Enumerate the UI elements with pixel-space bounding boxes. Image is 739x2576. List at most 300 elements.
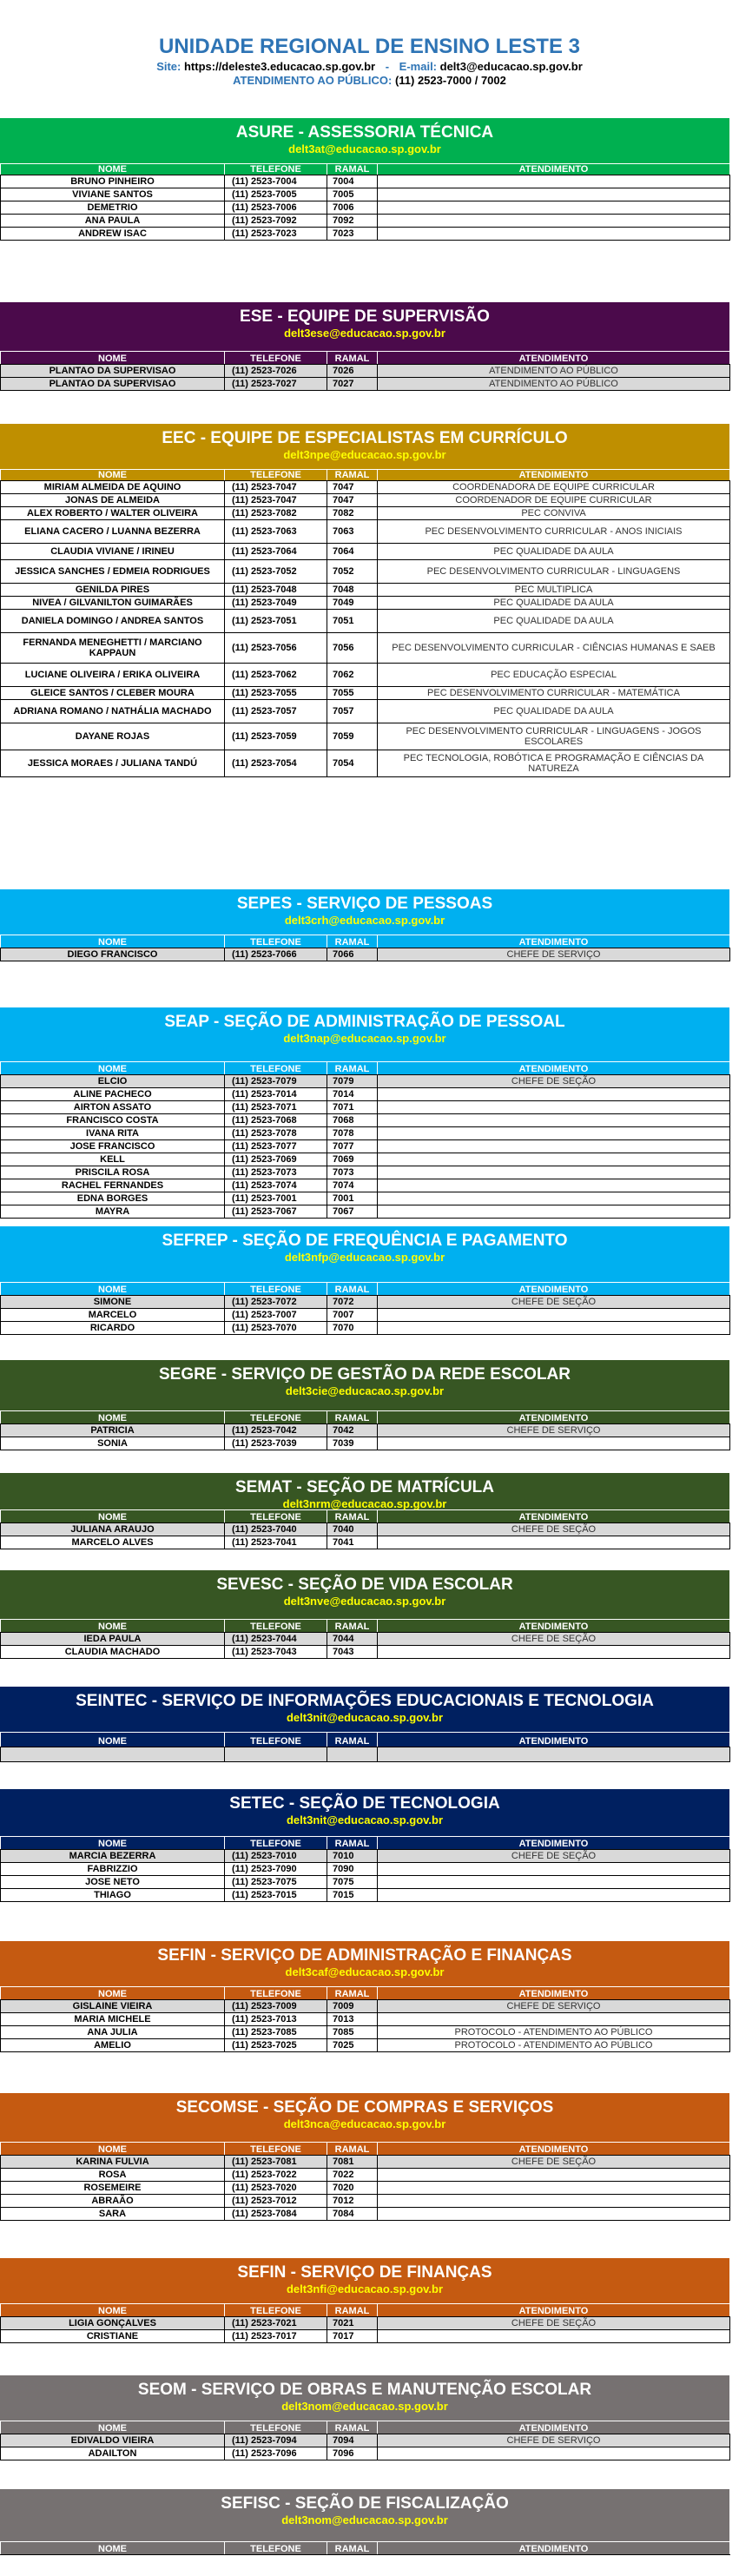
table-row bbox=[1, 560, 730, 584]
table-row bbox=[1, 1322, 730, 1335]
cell-telefone: (11) 2523-7043 bbox=[225, 1646, 327, 1659]
contacts-table bbox=[0, 2142, 730, 2221]
cell-telefone: (11) 2523-7068 bbox=[225, 1114, 327, 1127]
cell-nome: CRISTIANE bbox=[1, 2330, 225, 2343]
cell-nome: RICARDO bbox=[1, 1322, 225, 1335]
cell-atendimento bbox=[378, 1140, 730, 1153]
cell-nome: FRANCISCO COSTA bbox=[1, 1114, 225, 1127]
section-email[interactable]: delt3nom@educacao.sp.gov.br bbox=[281, 2513, 448, 2526]
table-row bbox=[1, 494, 730, 507]
column-header-telefone: TELEFONE bbox=[225, 164, 327, 175]
table-header-row bbox=[1, 1733, 730, 1747]
cell-atendimento bbox=[378, 2208, 730, 2221]
table-row bbox=[1, 507, 730, 520]
cell-telefone: (11) 2523-7069 bbox=[225, 1153, 327, 1166]
section-email[interactable]: delt3ese@educacao.sp.gov.br bbox=[284, 327, 445, 340]
cell-atendimento: PEC DESENVOLVIMENTO CURRICULAR - MATEMÁTICA bbox=[378, 687, 730, 700]
cell-ramal: 7092 bbox=[327, 215, 378, 228]
cell-atendimento bbox=[378, 1437, 730, 1450]
section-banner bbox=[0, 1360, 729, 1410]
cell-telefone: (11) 2523-7084 bbox=[225, 2208, 327, 2221]
cell-telefone: (11) 2523-7005 bbox=[225, 188, 327, 201]
column-header-nome: NOME bbox=[1, 935, 225, 948]
contact-line bbox=[0, 59, 739, 74]
table-row bbox=[1, 948, 730, 961]
section-title: SEOM - SERVIÇO DE OBRAS E MANUTENÇÃO ESCOLAR bbox=[137, 2381, 592, 2399]
section bbox=[0, 1007, 729, 1219]
cell-nome: SARA bbox=[1, 2208, 225, 2221]
cell-nome: SONIA bbox=[1, 1437, 225, 1450]
cell-telefone bbox=[225, 1747, 327, 1762]
cell-telefone: (11) 2523-7064 bbox=[225, 544, 327, 560]
cell-nome: VIVIANE SANTOS bbox=[1, 188, 225, 201]
cell-atendimento: PROTOCOLO - ATENDIMENTO AO PÚBLICO bbox=[378, 2039, 730, 2052]
table-row bbox=[1, 1153, 730, 1166]
cell-telefone: (11) 2523-7041 bbox=[225, 1536, 327, 1549]
cell-atendimento bbox=[378, 175, 730, 188]
column-header-ramal: RAMAL bbox=[327, 164, 378, 175]
section-title: SEMAT - SEÇÃO DE MATRÍCULA bbox=[234, 1478, 494, 1496]
contacts-table bbox=[0, 1509, 730, 1549]
cell-telefone: (11) 2523-7081 bbox=[225, 2156, 327, 2169]
table-row bbox=[1, 1088, 730, 1101]
section-email[interactable]: delt3nfp@educacao.sp.gov.br bbox=[284, 1251, 445, 1264]
column-header-nome: NOME bbox=[1, 1283, 225, 1296]
cell-telefone: (11) 2523-7071 bbox=[225, 1101, 327, 1114]
cell-nome: BRUNO PINHEIRO bbox=[1, 175, 225, 188]
cell-atendimento: PEC DESENVOLVIMENTO CURRICULAR - LINGUAGENS bbox=[378, 560, 730, 584]
column-header-telefone: TELEFONE bbox=[225, 1837, 327, 1850]
cell-nome: FABRIZZIO bbox=[1, 1863, 225, 1876]
table-row bbox=[1, 1747, 730, 1762]
table-row bbox=[1, 1114, 730, 1127]
section bbox=[0, 1360, 729, 1450]
email-label: E-mail: bbox=[399, 60, 438, 73]
column-header-atendimento: ATENDIMENTO bbox=[378, 164, 730, 175]
cell-atendimento: CHEFE DE SEÇÃO bbox=[378, 1850, 730, 1863]
section-title: ESE - EQUIPE DE SUPERVISÃO bbox=[240, 307, 490, 326]
cell-atendimento bbox=[378, 1322, 730, 1335]
table-header-row bbox=[1, 2421, 730, 2434]
cell-ramal: 7005 bbox=[327, 188, 378, 201]
table-row bbox=[1, 2182, 730, 2195]
cell-atendimento bbox=[378, 201, 730, 215]
section bbox=[0, 1941, 729, 2052]
cell-nome: ABRAÃO bbox=[1, 2195, 225, 2208]
column-header-telefone: TELEFONE bbox=[225, 1510, 327, 1523]
cell-ramal: 7079 bbox=[327, 1075, 378, 1088]
column-header-nome: NOME bbox=[1, 164, 225, 175]
table-header-row bbox=[1, 1987, 730, 2000]
section-email[interactable]: delt3crh@educacao.sp.gov.br bbox=[284, 914, 445, 927]
cell-telefone: (11) 2523-7004 bbox=[225, 175, 327, 188]
cell-atendimento bbox=[378, 2330, 730, 2343]
section-title: SEFREP - SEÇÃO DE FREQUÊNCIA E PAGAMENTO bbox=[162, 1232, 568, 1250]
cell-nome: GLEICE SANTOS / CLEBER MOURA bbox=[1, 687, 225, 700]
table-row bbox=[1, 633, 730, 664]
cell-telefone: (11) 2523-7047 bbox=[225, 481, 327, 494]
table-row bbox=[1, 1075, 730, 1088]
column-header-ramal: RAMAL bbox=[327, 1733, 378, 1747]
cell-nome: JOSE FRANCISCO bbox=[1, 1140, 225, 1153]
cell-atendimento: PEC QUALIDADE DA AULA bbox=[378, 700, 730, 723]
cell-telefone: (11) 2523-7090 bbox=[225, 1863, 327, 1876]
contacts-table bbox=[0, 935, 730, 961]
table-header-row bbox=[1, 1411, 730, 1424]
section-title: SEFIN - SERVIÇO DE FINANÇAS bbox=[237, 2263, 492, 2282]
cell-nome: ROSA bbox=[1, 2169, 225, 2182]
cell-atendimento: CHEFE DE SEÇÃO bbox=[378, 1523, 730, 1536]
cell-telefone: (11) 2523-7044 bbox=[225, 1633, 327, 1646]
cell-nome: ALEX ROBERTO / WALTER OLIVEIRA bbox=[1, 507, 225, 520]
section-email[interactable]: delt3nve@educacao.sp.gov.br bbox=[283, 1595, 446, 1608]
section-email[interactable]: delt3caf@educacao.sp.gov.br bbox=[285, 1965, 445, 1978]
cell-ramal: 7047 bbox=[327, 494, 378, 507]
cell-telefone: (11) 2523-7020 bbox=[225, 2182, 327, 2195]
cell-telefone: (11) 2523-7049 bbox=[225, 597, 327, 610]
column-header-nome: NOME bbox=[1, 1837, 225, 1850]
cell-ramal: 7001 bbox=[327, 1192, 378, 1205]
cell-nome: ELCIO bbox=[1, 1075, 225, 1088]
section-title: SEAP - SEÇÃO DE ADMINISTRAÇÃO DE PESSOAL bbox=[164, 1013, 565, 1031]
column-header-atendimento: ATENDIMENTO bbox=[378, 1620, 730, 1633]
table-row bbox=[1, 1850, 730, 1863]
cell-nome: ANDREW ISAC bbox=[1, 228, 225, 241]
cell-atendimento: CHEFE DE SERVIÇO bbox=[378, 2434, 730, 2447]
cell-atendimento bbox=[378, 1205, 730, 1219]
cell-atendimento bbox=[378, 1863, 730, 1876]
table-row bbox=[1, 1863, 730, 1876]
site-label: Site: bbox=[156, 60, 181, 73]
cell-ramal: 7009 bbox=[327, 2000, 378, 2013]
section-banner bbox=[0, 1473, 729, 1509]
section-banner bbox=[0, 889, 729, 935]
section bbox=[0, 302, 729, 391]
cell-atendimento: CHEFE DE SERVIÇO bbox=[378, 948, 730, 961]
cell-telefone: (11) 2523-7012 bbox=[225, 2195, 327, 2208]
cell-nome: IVANA RITA bbox=[1, 1127, 225, 1140]
column-header-nome: NOME bbox=[1, 2304, 225, 2317]
table-row bbox=[1, 201, 730, 215]
section-email[interactable]: delt3npe@educacao.sp.gov.br bbox=[283, 448, 446, 461]
section bbox=[0, 1687, 729, 1762]
cell-telefone: (11) 2523-7054 bbox=[225, 750, 327, 777]
cell-ramal: 7027 bbox=[327, 378, 378, 391]
column-header-atendimento: ATENDIMENTO bbox=[378, 935, 730, 948]
section-email[interactable]: delt3nap@educacao.sp.gov.br bbox=[283, 1032, 446, 1045]
cell-ramal: 7078 bbox=[327, 1127, 378, 1140]
cell-ramal: 7094 bbox=[327, 2434, 378, 2447]
cell-nome: JESSICA MORAES / JULIANA TANDÚ bbox=[1, 750, 225, 777]
column-header-atendimento: ATENDIMENTO bbox=[378, 470, 730, 481]
page-header bbox=[0, 0, 739, 97]
section-title: SEVESC - SEÇÃO DE VIDA ESCOLAR bbox=[216, 1575, 513, 1594]
cell-nome: KELL bbox=[1, 1153, 225, 1166]
table-row bbox=[1, 1179, 730, 1192]
cell-nome: AMELIO bbox=[1, 2039, 225, 2052]
column-header-atendimento: ATENDIMENTO bbox=[378, 352, 730, 365]
table-row bbox=[1, 1166, 730, 1179]
table-header-row bbox=[1, 2143, 730, 2156]
cell-ramal: 7023 bbox=[327, 228, 378, 241]
table-header-row bbox=[1, 1283, 730, 1296]
table-row bbox=[1, 700, 730, 723]
contacts-table bbox=[0, 2303, 730, 2343]
column-header-telefone: TELEFONE bbox=[225, 1411, 327, 1424]
contacts-table bbox=[0, 1619, 730, 1659]
cell-nome: FERNANDA MENEGHETTI / MARCIANO KAPPAUN bbox=[1, 633, 225, 664]
table-row bbox=[1, 228, 730, 241]
cell-ramal: 7066 bbox=[327, 948, 378, 961]
table-row bbox=[1, 597, 730, 610]
column-header-telefone: TELEFONE bbox=[225, 2304, 327, 2317]
column-header-atendimento: ATENDIMENTO bbox=[378, 1987, 730, 2000]
cell-atendimento bbox=[378, 1646, 730, 1659]
table-row bbox=[1, 1523, 730, 1536]
table-row bbox=[1, 1192, 730, 1205]
table-row bbox=[1, 664, 730, 687]
cell-nome: JOSE NETO bbox=[1, 1876, 225, 1889]
column-header-atendimento: ATENDIMENTO bbox=[378, 1837, 730, 1850]
column-header-ramal: RAMAL bbox=[327, 2542, 378, 2555]
cell-nome: PLANTAO DA SUPERVISAO bbox=[1, 378, 225, 391]
table-row bbox=[1, 584, 730, 597]
section bbox=[0, 1226, 729, 1335]
cell-ramal: 7051 bbox=[327, 610, 378, 633]
cell-telefone: (11) 2523-7042 bbox=[225, 1424, 327, 1437]
table-row bbox=[1, 1876, 730, 1889]
section-email[interactable]: delt3cie@educacao.sp.gov.br bbox=[285, 1384, 445, 1397]
table-row bbox=[1, 1296, 730, 1309]
cell-atendimento bbox=[378, 1114, 730, 1127]
cell-telefone: (11) 2523-7040 bbox=[225, 1523, 327, 1536]
cell-atendimento: PEC DESENVOLVIMENTO CURRICULAR - CIÊNCIAS HUMANAS E SAEB bbox=[378, 633, 730, 664]
cell-ramal: 7012 bbox=[327, 2195, 378, 2208]
table-row bbox=[1, 1633, 730, 1646]
cell-atendimento: PEC QUALIDADE DA AULA bbox=[378, 544, 730, 560]
cell-telefone: (11) 2523-7078 bbox=[225, 1127, 327, 1140]
cell-ramal: 7052 bbox=[327, 560, 378, 584]
cell-telefone: (11) 2523-7085 bbox=[225, 2026, 327, 2039]
cell-atendimento bbox=[378, 1889, 730, 1902]
cell-telefone: (11) 2523-7021 bbox=[225, 2317, 327, 2330]
cell-atendimento: ATENDIMENTO AO PÚBLICO bbox=[378, 365, 730, 378]
section bbox=[0, 1473, 729, 1549]
cell-telefone: (11) 2523-7039 bbox=[225, 1437, 327, 1450]
section-email[interactable]: delt3nca@educacao.sp.gov.br bbox=[283, 2117, 446, 2130]
cell-nome: DIEGO FRANCISCO bbox=[1, 948, 225, 961]
contacts-table bbox=[0, 469, 730, 777]
cell-ramal: 7022 bbox=[327, 2169, 378, 2182]
cell-ramal: 7047 bbox=[327, 481, 378, 494]
cell-nome: AIRTON ASSATO bbox=[1, 1101, 225, 1114]
cell-nome: CLAUDIA MACHADO bbox=[1, 1646, 225, 1659]
cell-atendimento bbox=[378, 2013, 730, 2026]
cell-ramal: 7020 bbox=[327, 2182, 378, 2195]
cell-telefone: (11) 2523-7006 bbox=[225, 201, 327, 215]
email-link[interactable]: delt3@educacao.sp.gov.br bbox=[439, 60, 583, 73]
section bbox=[0, 2375, 729, 2460]
cell-ramal: 7048 bbox=[327, 584, 378, 597]
cell-ramal: 7059 bbox=[327, 723, 378, 750]
section-title: SEGRE - SERVIÇO DE GESTÃO DA REDE ESCOLAR bbox=[158, 1365, 571, 1384]
section bbox=[0, 118, 729, 241]
table-header-row bbox=[1, 1620, 730, 1633]
column-header-telefone: TELEFONE bbox=[225, 470, 327, 481]
separator: - bbox=[385, 60, 390, 73]
cell-nome: MIRIAM ALMEIDA DE AQUINO bbox=[1, 481, 225, 494]
cell-telefone: (11) 2523-7073 bbox=[225, 1166, 327, 1179]
cell-nome: JESSICA SANCHES / EDMEIA RODRIGUES bbox=[1, 560, 225, 584]
column-header-telefone: TELEFONE bbox=[225, 2542, 327, 2555]
section bbox=[0, 1570, 729, 1659]
cell-nome: PATRICIA bbox=[1, 1424, 225, 1437]
cell-telefone: (11) 2523-7015 bbox=[225, 1889, 327, 1902]
cell-ramal: 7069 bbox=[327, 1153, 378, 1166]
section bbox=[0, 2489, 729, 2555]
cell-atendimento: CHEFE DE SEÇÃO bbox=[378, 2317, 730, 2330]
column-header-ramal: RAMAL bbox=[327, 1062, 378, 1075]
section-email[interactable]: delt3nit@educacao.sp.gov.br bbox=[286, 1813, 444, 1826]
table-row bbox=[1, 2000, 730, 2013]
cell-nome: PRISCILA ROSA bbox=[1, 1166, 225, 1179]
section-title: EEC - EQUIPE DE ESPECIALISTAS EM CURRÍCULO bbox=[162, 429, 568, 447]
column-header-telefone: TELEFONE bbox=[225, 2143, 327, 2156]
column-header-ramal: RAMAL bbox=[327, 470, 378, 481]
section-email[interactable]: delt3nom@educacao.sp.gov.br bbox=[281, 2400, 448, 2413]
column-header-telefone: TELEFONE bbox=[225, 352, 327, 365]
contacts-table bbox=[0, 163, 730, 241]
cell-ramal: 7056 bbox=[327, 633, 378, 664]
cell-ramal: 7013 bbox=[327, 2013, 378, 2026]
contacts-table bbox=[0, 351, 730, 391]
cell-ramal: 7043 bbox=[327, 1646, 378, 1659]
section-banner bbox=[0, 2093, 729, 2142]
cell-telefone: (11) 2523-7072 bbox=[225, 1296, 327, 1309]
cell-ramal: 7039 bbox=[327, 1437, 378, 1450]
cell-atendimento bbox=[378, 228, 730, 241]
section-banner bbox=[0, 118, 729, 163]
cell-atendimento: PEC EDUCAÇÃO ESPECIAL bbox=[378, 664, 730, 687]
table-row bbox=[1, 188, 730, 201]
column-header-atendimento: ATENDIMENTO bbox=[378, 1283, 730, 1296]
section-title: SEFISC - SEÇÃO DE FISCALIZAÇÃO bbox=[221, 2494, 509, 2513]
cell-ramal: 7041 bbox=[327, 1536, 378, 1549]
cell-ramal: 7026 bbox=[327, 365, 378, 378]
column-header-atendimento: ATENDIMENTO bbox=[378, 2143, 730, 2156]
table-row bbox=[1, 2013, 730, 2026]
table-row bbox=[1, 1205, 730, 1219]
column-header-nome: NOME bbox=[1, 1411, 225, 1424]
cell-atendimento: PEC DESENVOLVIMENTO CURRICULAR - ANOS INICIAIS bbox=[378, 520, 730, 544]
cell-ramal: 7074 bbox=[327, 1179, 378, 1192]
column-header-nome: NOME bbox=[1, 470, 225, 481]
cell-atendimento: COORDENADOR DE EQUIPE CURRICULAR bbox=[378, 494, 730, 507]
cell-telefone: (11) 2523-7047 bbox=[225, 494, 327, 507]
cell-ramal: 7096 bbox=[327, 2447, 378, 2460]
section bbox=[0, 2258, 729, 2343]
section-title: SEPES - SERVIÇO DE PESSOAS bbox=[236, 895, 493, 913]
table-header-row bbox=[1, 1062, 730, 1075]
cell-ramal: 7017 bbox=[327, 2330, 378, 2343]
column-header-ramal: RAMAL bbox=[327, 2421, 378, 2434]
column-header-nome: NOME bbox=[1, 1510, 225, 1523]
contacts-table bbox=[0, 2541, 730, 2555]
cell-ramal: 7077 bbox=[327, 1140, 378, 1153]
cell-atendimento: CHEFE DE SEÇÃO bbox=[378, 1633, 730, 1646]
cell-telefone: (11) 2523-7007 bbox=[225, 1309, 327, 1322]
table-row bbox=[1, 1101, 730, 1114]
column-header-ramal: RAMAL bbox=[327, 935, 378, 948]
contacts-table bbox=[0, 1732, 730, 1762]
cell-nome: ROSEMEIRE bbox=[1, 2182, 225, 2195]
cell-telefone: (11) 2523-7077 bbox=[225, 1140, 327, 1153]
section-banner bbox=[0, 1226, 729, 1282]
cell-nome: SIMONE bbox=[1, 1296, 225, 1309]
cell-ramal: 7068 bbox=[327, 1114, 378, 1127]
section-email[interactable]: delt3nit@educacao.sp.gov.br bbox=[286, 1711, 444, 1724]
cell-nome: EDNA BORGES bbox=[1, 1192, 225, 1205]
cell-ramal: 7055 bbox=[327, 687, 378, 700]
cell-nome: MARCELO bbox=[1, 1309, 225, 1322]
cell-telefone: (11) 2523-7075 bbox=[225, 1876, 327, 1889]
table-header-row bbox=[1, 2542, 730, 2555]
cell-telefone: (11) 2523-7013 bbox=[225, 2013, 327, 2026]
cell-nome: GISLAINE VIEIRA bbox=[1, 2000, 225, 2013]
cell-ramal: 7072 bbox=[327, 1296, 378, 1309]
table-row bbox=[1, 520, 730, 544]
table-row bbox=[1, 1127, 730, 1140]
table-row bbox=[1, 687, 730, 700]
column-header-atendimento: ATENDIMENTO bbox=[378, 2421, 730, 2434]
section-email[interactable]: delt3nrm@educacao.sp.gov.br bbox=[282, 1497, 447, 1510]
table-row bbox=[1, 544, 730, 560]
cell-atendimento bbox=[378, 1876, 730, 1889]
cell-atendimento bbox=[378, 1192, 730, 1205]
contacts-table bbox=[0, 1282, 730, 1335]
table-row bbox=[1, 2156, 730, 2169]
table-row bbox=[1, 2317, 730, 2330]
cell-atendimento bbox=[378, 1309, 730, 1322]
cell-ramal: 7090 bbox=[327, 1863, 378, 1876]
cell-atendimento bbox=[378, 1127, 730, 1140]
table-header-row bbox=[1, 352, 730, 365]
section bbox=[0, 889, 729, 961]
cell-nome: CLAUDIA VIVIANE / IRINEU bbox=[1, 544, 225, 560]
cell-ramal: 7085 bbox=[327, 2026, 378, 2039]
cell-telefone: (11) 2523-7023 bbox=[225, 228, 327, 241]
cell-telefone: (11) 2523-7048 bbox=[225, 584, 327, 597]
cell-telefone: (11) 2523-7052 bbox=[225, 560, 327, 584]
cell-telefone: (11) 2523-7094 bbox=[225, 2434, 327, 2447]
site-link[interactable]: https://deleste3.educacao.sp.gov.br bbox=[183, 60, 376, 73]
cell-telefone: (11) 2523-7010 bbox=[225, 1850, 327, 1863]
cell-nome: MAYRA bbox=[1, 1205, 225, 1219]
cell-telefone: (11) 2523-7092 bbox=[225, 215, 327, 228]
table-row bbox=[1, 1309, 730, 1322]
cell-ramal: 7007 bbox=[327, 1309, 378, 1322]
column-header-atendimento: ATENDIMENTO bbox=[378, 1733, 730, 1747]
section-email[interactable]: delt3at@educacao.sp.gov.br bbox=[288, 142, 441, 155]
cell-atendimento bbox=[378, 1747, 730, 1762]
cell-ramal: 7067 bbox=[327, 1205, 378, 1219]
section-banner bbox=[0, 1007, 729, 1061]
section-email[interactable]: delt3nfi@educacao.sp.gov.br bbox=[286, 2282, 444, 2295]
cell-ramal: 7044 bbox=[327, 1633, 378, 1646]
table-header-row bbox=[1, 1837, 730, 1850]
cell-telefone: (11) 2523-7066 bbox=[225, 948, 327, 961]
cell-ramal: 7025 bbox=[327, 2039, 378, 2052]
